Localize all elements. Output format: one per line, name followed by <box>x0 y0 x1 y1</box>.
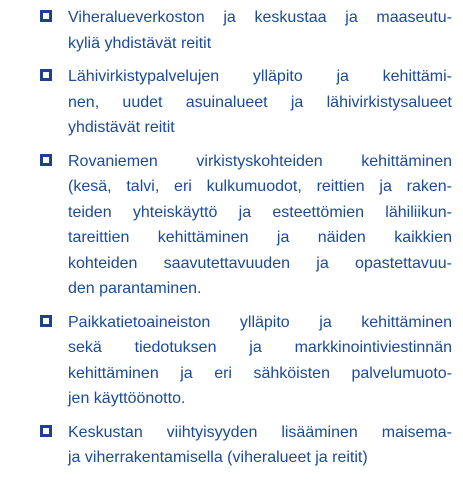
bullet-text-line: Lähivirkistypalvelujen ylläpito ja kehittämi- <box>68 68 452 85</box>
bullet-text-line: kohteiden saavutettavuuden ja opastettavuu- <box>68 254 452 272</box>
square-bullet-icon <box>40 10 52 22</box>
square-bullet-icon <box>40 154 52 166</box>
square-bullet-icon <box>40 425 52 437</box>
bullet-text-line: Rovaniemen virkistyskohteiden kehittäminen <box>68 152 452 170</box>
bullet-text-line: tareittien kehittäminen ja näiden kaikkien <box>68 229 452 246</box>
bullet-text-line: teiden yhteiskäyttö ja esteettömien lähiliikun- <box>68 203 452 221</box>
bullet-text-line: yhdistävät reitit <box>68 119 175 136</box>
list-item <box>40 310 452 412</box>
bullet-text-line: nen, uudet asuinalueet ja lähivirkistysalueet <box>68 93 452 111</box>
bullet-text-line: kehittäminen ja eri sähköisten palvelumuoto- <box>68 364 452 382</box>
bullet-text-line: kyliä yhdistävät reitit <box>68 34 212 52</box>
list-item <box>40 149 452 302</box>
list-item <box>40 5 452 56</box>
list-item <box>40 420 452 471</box>
list-item <box>40 64 452 141</box>
bullet-text-line: ja viherrakentamisella (viheralueet ja reitit) <box>68 449 368 466</box>
square-bullet-icon <box>40 69 52 81</box>
bullet-text-line: Viheralueverkoston ja keskustaa ja maaseutu- <box>68 9 452 26</box>
bullet-text-line: sekä tiedotuksen ja markkinointiviestinnän <box>68 339 452 356</box>
bullet-text-line: (kesä, talvi, eri kulkumuodot, reittien ja raken- <box>68 178 452 195</box>
bullet-text-line: Keskustan viihtyisyyden lisääminen maisema- <box>68 423 452 441</box>
bullet-text-line: den parantaminen. <box>68 280 202 297</box>
bullet-text-line: Paikkatietoaineiston ylläpito ja kehittäminen <box>68 313 452 331</box>
square-bullet-icon <box>40 315 52 327</box>
bullet-text-line: jen käyttöönotto. <box>68 390 186 407</box>
bullet-list <box>40 5 452 479</box>
